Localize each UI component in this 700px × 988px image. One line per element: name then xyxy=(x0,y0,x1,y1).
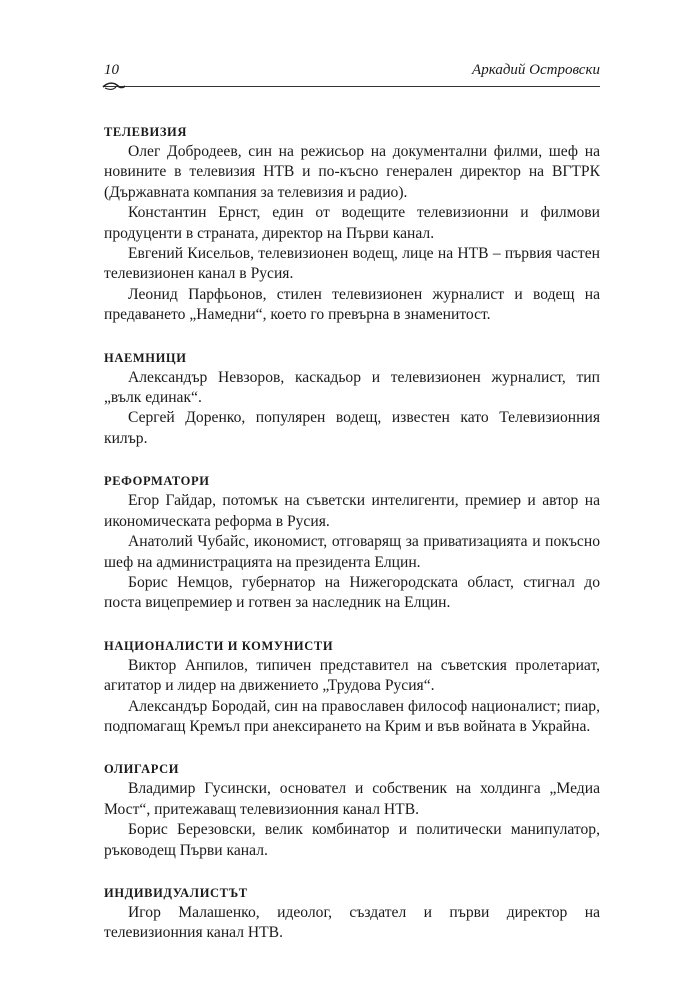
flourish-ornament-icon xyxy=(102,79,126,93)
page-content xyxy=(104,122,600,966)
entry: Борис Немцов, губернатор на Нижегородската област, стигнал до поста вицепремиер и готвен за наследник на Елцин. xyxy=(104,573,600,612)
section-heading: ТЕЛЕВИЗИЯ xyxy=(104,125,187,139)
entry: Борис Березовски, велик комбинатор и политически манипулатор, ръководещ Първи канал. xyxy=(104,821,600,859)
entry: Леонид Парфьонов, стилен телевизионен журналист и водещ на предаването „Намедни“, което го превърна в знаменитост. xyxy=(104,285,600,324)
section-heading: ИНДИВИДУАЛИСТЪТ xyxy=(104,885,248,900)
section-nationalists xyxy=(104,636,600,738)
section-heading: РЕФОРМАТОРИ xyxy=(104,474,210,489)
section-mercenaries xyxy=(104,348,600,450)
section-heading: НАЕМНИЦИ xyxy=(104,350,187,365)
entry: Александър Невзоров, каскадьор и телевизионен журналист, тип „вълк единак“. xyxy=(104,368,600,407)
section-heading: НАЦИОНАЛИСТИ И КОМУНИСТИ xyxy=(104,638,334,653)
section-oligarchs xyxy=(104,759,600,861)
page-header xyxy=(104,62,600,84)
section-individualist xyxy=(104,883,600,944)
entry: Евгений Кисельов, телевизионен водещ, лице на НТВ – първия частен телевизионен канал в Русия. xyxy=(104,245,600,283)
entry: Сергей Доренко, популярен водещ, известен като Телевизионния килър. xyxy=(104,409,600,447)
section-television xyxy=(104,122,600,326)
entry: Олег Добродеев, син на режисьор на документални филми, шеф на новините в телевизия НТВ и по-късно генерален директор на ВГТРК (Държавната компания за телевизия и радио). xyxy=(104,143,600,201)
entry: Константин Ернст, един от водещите телевизионни и филмови продуценти в страната, директор на Първи канал. xyxy=(104,204,600,242)
header-rule xyxy=(104,86,600,87)
section-heading: ОЛИГАРСИ xyxy=(104,762,180,777)
entry: Игор Малашенко, идеолог, създател и първи директор на телевизионния канал НТВ. xyxy=(104,903,600,942)
entry: Егор Гайдар, потомък на съветски интелигенти, премиер и автор на икономическата реформа в Русия. xyxy=(104,492,600,530)
page-number: 10 xyxy=(104,62,119,78)
entry: Анатолий Чубайс, икономист, отговарящ за приватизацията и покъсно шеф на администрацията на президента Елцин. xyxy=(104,533,600,571)
entry: Владимир Гусински, основател и собственик на холдинга „Медиа Мост“, притежаващ телевизионния канал НТВ. xyxy=(104,780,600,818)
running-head-author: Аркадий Островски xyxy=(472,62,600,78)
entry: Виктор Анпилов, типичен представител на съветския пролетариат, агитатор и лидер на движението „Трудова Русия“. xyxy=(104,656,600,695)
entry: Александър Бородай, син на православен философ националист; пиар, подпомагащ Кремъл при анексирането на Крим и във войната в Украйна. xyxy=(104,697,600,735)
section-reformers xyxy=(104,471,600,613)
